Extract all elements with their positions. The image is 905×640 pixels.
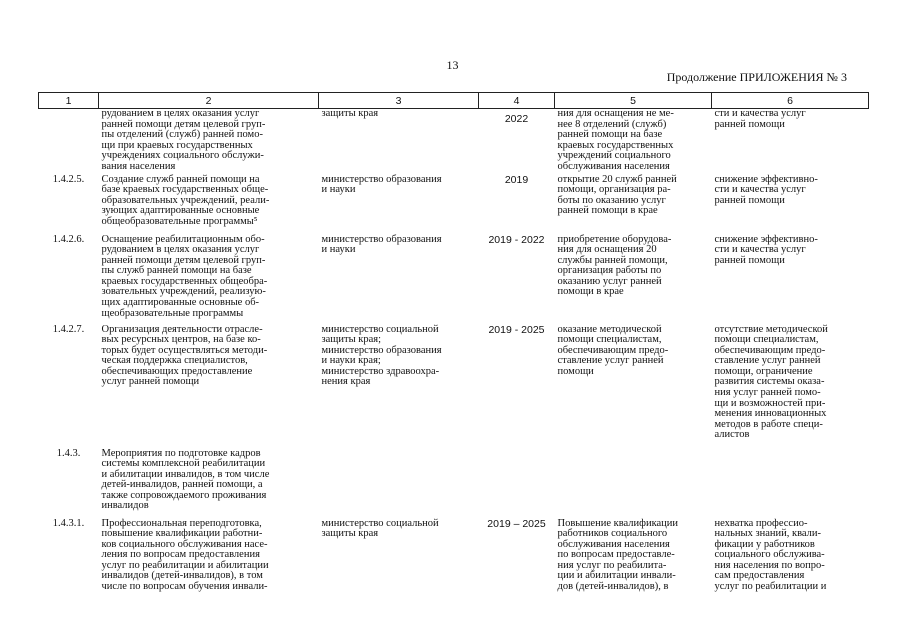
appendix-table [38,92,869,599]
row-result: ния для оснащения не ме- нее 8 отделений (служб) ранней помощи на базе краевых государственных учреждений социального обслуживания населения [557,108,674,172]
row-executor: министерство социальной защиты края [321,517,439,540]
table-row [39,325,869,449]
row-period: 2019 - 2025 [488,323,545,336]
column-header-2: 2 [99,93,319,109]
table-row [39,235,869,325]
row-executor: защиты края [321,108,379,119]
row-result: приобретение оборудова- ния для оснащения 20 службы ранней помощи, организация работы по оказанию услуг ранней помощи в крае [557,233,672,298]
row-number: 1.4.2.7. [52,323,85,335]
row-measure: Мероприятия по подготовке кадров системы комплексной реабилитации и абилитации инвалидов, в том числе детей-инвалидов, ранней помощи, а также сопровождаемого проживания инвалидов [101,447,270,512]
row-period: 2019 [504,173,529,186]
row-result [555,449,712,519]
row-measure: Создание служб ранней помощи на базе краевых государственных обще- образовательных учреждений, реали- зующих адаптированные основные общеобразовательные программы⁵ [101,173,270,227]
row-number: 1.4.3.1. [52,517,85,529]
table-row [39,449,869,519]
row-period: 2019 – 2025 [487,517,546,530]
row-result: открытие 20 служб ранней помощи, организация ра- боты по оказанию услуг ранней помощи в крае [557,173,677,217]
row-executor [319,449,479,519]
row-result: оказание методической помощи специалистам, обеспечивающим предо- ставление услуг ранней помощи [557,323,669,377]
row-number: 1.4.2.6. [52,233,85,245]
row-number: 1.4.3. [56,447,81,459]
row-consequence [712,449,869,519]
column-header-5: 5 [555,93,712,109]
row-consequence: сти и качества услуг ранней помощи [714,108,806,130]
row-measure: рудованием в целях оказания услуг ранней помощи детям целевой груп- пы отделений (служб) ранней помо- щи при краевых государственных учреждениях социального обслужи- вания населения [101,108,266,172]
row-measure: Организация деятельности отрасле- вых ресурсных центров, на базе ко- торых будет осуществляться методи- ческая поддержка специалистов, обеспечивающих предоставление услуг ранней помощи [101,323,268,388]
row-period [479,449,555,519]
column-header-4: 4 [479,93,555,109]
column-header-3: 3 [319,93,479,109]
row-number: 1.4.2.5. [52,173,85,185]
row-measure: Профессиональная переподготовка, повышение квалификации работни- ков социального обслуживания насе- ления по вопросам предоставления услуг по реабилитации и абилитации инвалидов (детей-инвалидов), в том числе по вопросам обучения инвали- [101,517,269,593]
continuation-title: Продолжение ПРИЛОЖЕНИЯ № 3 [666,70,847,84]
row-executor: министерство образования и науки [321,173,442,196]
row-executor: министерство образования и науки [321,233,442,256]
row-measure: Оснащение реабилитационным обо- рудованием в целях оказания услуг ранней помощи детям целевой груп- пы служб ранней помощи на базе краевых государственных общеобра- зовательных учреждений, реализую- щих адаптированные основные об- щеобразовательные программы [101,233,268,319]
column-header-1: 1 [39,93,99,109]
table-header-row [39,93,869,109]
row-period: 2019 - 2022 [488,233,545,246]
row-consequence: снижение эффективно- сти и качества услуг ранней помощи [714,173,818,206]
table-row [39,175,869,235]
table-row [39,519,869,599]
table-row [39,109,869,175]
row-consequence: нехватка профессио- нальных знаний, квали- фикации у работников социального обслужива- ния населения по вопро- сам предоставления услуг по реабилитации и [714,517,827,593]
row-consequence: отсутствие методической помощи специалистам, обеспечивающим предо- ставление услуг ранней помощи, ограничение развития системы оказа- ния услуг ранней помо- щи и возможностей при- менения инновационных методов в работе специ- алистов [714,323,828,441]
row-executor: министерство социальной защиты края; министерство образования и науки края; министерство здравоохра- нения края [321,323,442,388]
row-number [39,109,99,175]
row-period: 2022 [504,113,529,125]
page-number: 13 [446,58,459,72]
row-consequence: снижение эффективно- сти и качества услуг ранней помощи [714,233,818,266]
row-result: Повышение квалификации работников социального обслуживания населения по вопросам предоставле- ния услуг по реабилита- ции и абилитации инвали- дов (детей-инвалидов), в [557,517,679,593]
column-header-6: 6 [712,93,869,109]
